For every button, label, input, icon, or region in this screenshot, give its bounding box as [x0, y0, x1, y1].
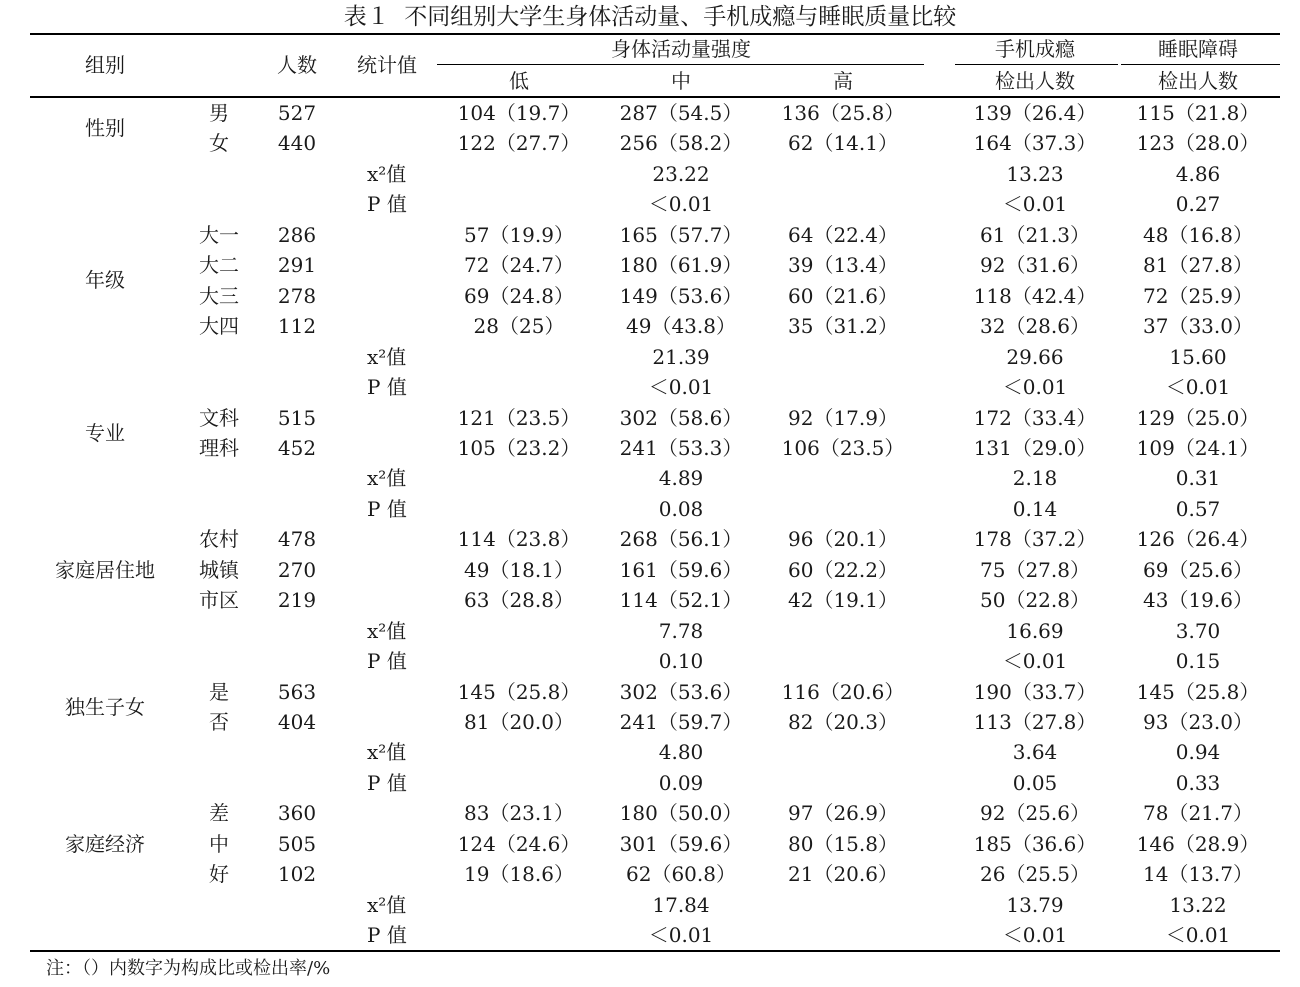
phone-addiction-cell: 92（25.6）	[980, 801, 1090, 826]
sleep-p-value: ＜0.01	[1165, 375, 1231, 400]
subgroup-label: 大一	[199, 222, 239, 247]
pa-chi-square-value: 4.89	[658, 466, 704, 491]
sleep-p-value: 0.33	[1175, 770, 1221, 795]
pa-mid-cell: 114（52.1）	[619, 588, 743, 613]
sleep-disorder-cell: 126（26.4）	[1136, 527, 1260, 552]
header-stat: 统计值	[357, 53, 417, 77]
phone-addiction-cell: 75（27.8）	[980, 557, 1090, 582]
count-cell: 452	[277, 435, 317, 460]
phone-addiction-cell: 113（27.8）	[973, 710, 1097, 734]
group-label: 年级	[85, 268, 125, 293]
header-sleep-detected: 检出人数	[1158, 69, 1238, 93]
chi-square-label: x²值	[367, 618, 407, 643]
sleep-disorder-cell: 146（28.9）	[1136, 831, 1260, 856]
count-cell: 219	[277, 588, 317, 613]
pa-low-cell: 81（20.0）	[464, 710, 574, 734]
sleep-disorder-cell: 69（25.6）	[1143, 557, 1253, 582]
header-phone-detected: 检出人数	[995, 69, 1075, 93]
count-cell: 440	[277, 131, 317, 156]
count-cell: 527	[277, 101, 317, 125]
pa-mid-cell: 180（50.0）	[619, 801, 743, 826]
pa-mid-cell: 49（43.8）	[626, 314, 736, 339]
pa-high-cell: 21（20.6）	[788, 862, 898, 887]
phone-addiction-cell: 92（31.6）	[980, 253, 1090, 278]
pa-mid-cell: 287（54.5）	[619, 101, 743, 125]
subgroup-label: 男	[209, 101, 229, 125]
sleep-disorder-cell: 43（19.6）	[1143, 588, 1253, 613]
count-cell: 360	[277, 801, 317, 826]
header-group: 组别	[85, 53, 125, 77]
group-label: 家庭居住地	[55, 557, 155, 582]
subgroup-label: 农村	[199, 527, 239, 552]
pa-low-cell: 69（24.8）	[464, 283, 574, 308]
pa-low-cell: 145（25.8）	[457, 679, 581, 704]
phone-addiction-cell: 131（29.0）	[973, 435, 1097, 460]
subgroup-label: 差	[209, 801, 229, 826]
sleep-disorder-cell: 115（21.8）	[1136, 101, 1260, 125]
count-cell: 270	[277, 557, 317, 582]
chi-square-label: x²值	[367, 161, 407, 186]
p-value-label: P 值	[367, 375, 407, 400]
pa-high-cell: 60（21.6）	[788, 283, 898, 308]
pa-mid-cell: 302（53.6）	[619, 679, 743, 704]
sleep-chi-square-value: 4.86	[1175, 161, 1221, 186]
sleep-p-value: 0.15	[1175, 649, 1221, 674]
count-cell: 102	[277, 862, 317, 887]
pa-low-cell: 114（23.8）	[457, 527, 581, 552]
sleep-disorder-cell: 93（23.0）	[1143, 710, 1253, 734]
header-sleep-disorder: 睡眠障碍	[1158, 37, 1238, 61]
sleep-disorder-cell: 129（25.0）	[1136, 405, 1260, 430]
pa-low-cell: 49（18.1）	[464, 557, 574, 582]
pa-low-cell: 104（19.7）	[457, 101, 581, 125]
pa-high-cell: 80（15.8）	[788, 831, 898, 856]
phone-chi-square-value: 29.66	[1006, 344, 1064, 369]
sleep-disorder-cell: 48（16.8）	[1143, 222, 1253, 247]
phone-chi-square-value: 13.79	[1006, 892, 1064, 917]
pa-mid-cell: 241（59.7）	[619, 710, 743, 734]
count-cell: 112	[277, 314, 317, 339]
count-cell: 478	[277, 527, 317, 552]
pa-mid-cell: 301（59.6）	[619, 831, 743, 856]
chi-square-label: x²值	[367, 740, 407, 765]
p-value-label: P 值	[367, 923, 407, 948]
sleep-chi-square-value: 15.60	[1169, 344, 1227, 369]
pa-low-cell: 105（23.2）	[457, 435, 581, 460]
count-cell: 404	[277, 710, 317, 734]
p-value-label: P 值	[367, 770, 407, 795]
chi-square-label: x²值	[367, 892, 407, 917]
pa-mid-cell: 161（59.6）	[619, 557, 743, 582]
sleep-chi-square-value: 0.94	[1175, 740, 1221, 765]
sleep-disorder-cell: 109（24.1）	[1136, 435, 1260, 460]
sleep-chi-square-value: 3.70	[1175, 618, 1221, 643]
pa-high-cell: 97（26.9）	[788, 801, 898, 826]
count-cell: 515	[277, 405, 317, 430]
pa-high-cell: 35（31.2）	[788, 314, 898, 339]
pa-p-value: 0.10	[658, 649, 704, 674]
header-pa-high: 高	[833, 69, 853, 93]
pa-high-cell: 82（20.3）	[788, 710, 898, 734]
sleep-chi-square-value: 13.22	[1169, 892, 1227, 917]
header-count: 人数	[277, 53, 317, 77]
subgroup-label: 城镇	[199, 557, 239, 582]
pa-chi-square-value: 17.84	[652, 892, 710, 917]
pa-p-value: ＜0.01	[648, 375, 714, 400]
pa-low-cell: 57（19.9）	[464, 222, 574, 247]
sleep-disorder-cell: 14（13.7）	[1143, 862, 1253, 887]
pa-high-cell: 116（20.6）	[781, 679, 905, 704]
sleep-disorder-cell: 37（33.0）	[1143, 314, 1253, 339]
subgroup-label: 市区	[199, 588, 239, 613]
sleep-disorder-cell: 81（27.8）	[1143, 253, 1253, 278]
header-pa-low: 低	[509, 69, 529, 93]
pa-p-value: 0.08	[658, 496, 704, 521]
pa-low-cell: 124（24.6）	[457, 831, 581, 856]
count-cell: 505	[277, 831, 317, 856]
phone-addiction-cell: 139（26.4）	[973, 101, 1097, 125]
phone-addiction-cell: 185（36.6）	[973, 831, 1097, 856]
phone-addiction-cell: 118（42.4）	[973, 283, 1097, 308]
header-phone-addiction: 手机成瘾	[995, 37, 1075, 61]
subgroup-label: 好	[209, 862, 229, 887]
phone-addiction-cell: 50（22.8）	[980, 588, 1090, 613]
subgroup-label: 是	[209, 679, 229, 704]
phone-addiction-cell: 61（21.3）	[980, 222, 1090, 247]
sleep-disorder-cell: 72（25.9）	[1143, 283, 1253, 308]
count-cell: 291	[277, 253, 317, 278]
pa-low-cell: 28（25）	[473, 314, 565, 339]
group-label: 家庭经济	[65, 831, 145, 856]
phone-p-value: 0.05	[1012, 770, 1058, 795]
pa-mid-cell: 165（57.7）	[619, 222, 743, 247]
pa-low-cell: 122（27.7）	[457, 131, 581, 156]
phone-p-value: ＜0.01	[1002, 192, 1068, 217]
p-value-label: P 值	[367, 192, 407, 217]
pa-high-cell: 136（25.8）	[781, 101, 905, 125]
pa-high-cell: 64（22.4）	[788, 222, 898, 247]
subgroup-label: 理科	[199, 435, 239, 460]
group-label: 专业	[85, 420, 125, 445]
pa-mid-cell: 241（53.3）	[619, 435, 743, 460]
phone-chi-square-value: 2.18	[1012, 466, 1058, 491]
sleep-chi-square-value: 0.31	[1175, 466, 1221, 491]
sleep-disorder-cell: 78（21.7）	[1143, 801, 1253, 826]
pa-p-value: 0.09	[658, 770, 704, 795]
pa-p-value: ＜0.01	[648, 923, 714, 948]
p-value-label: P 值	[367, 649, 407, 674]
pa-mid-cell: 268（56.1）	[619, 527, 743, 552]
sleep-p-value: 0.57	[1175, 496, 1221, 521]
pa-chi-square-value: 21.39	[652, 344, 710, 369]
pa-chi-square-value: 23.22	[652, 161, 710, 186]
pa-low-cell: 19（18.6）	[464, 862, 574, 887]
phone-addiction-cell: 172（33.4）	[973, 405, 1097, 430]
phone-p-value: 0.14	[1012, 496, 1058, 521]
pa-high-cell: 96（20.1）	[788, 527, 898, 552]
subgroup-label: 大三	[199, 283, 239, 308]
pa-p-value: ＜0.01	[648, 192, 714, 217]
subgroup-label: 大四	[199, 314, 239, 339]
sleep-disorder-cell: 145（25.8）	[1136, 679, 1260, 704]
pa-chi-square-value: 4.80	[658, 740, 704, 765]
sleep-disorder-cell: 123（28.0）	[1136, 131, 1260, 156]
count-cell: 563	[277, 679, 317, 704]
phone-p-value: ＜0.01	[1002, 375, 1068, 400]
pa-high-cell: 92（17.9）	[788, 405, 898, 430]
p-value-label: P 值	[367, 496, 407, 521]
phone-chi-square-value: 13.23	[1006, 161, 1064, 186]
phone-chi-square-value: 3.64	[1012, 740, 1058, 765]
subgroup-label: 大二	[199, 253, 239, 278]
phone-chi-square-value: 16.69	[1006, 618, 1064, 643]
table-note: 注：（）内数字为构成比或检出率/%	[46, 958, 331, 979]
pa-mid-cell: 149（53.6）	[619, 283, 743, 308]
subgroup-label: 否	[209, 710, 229, 734]
pa-high-cell: 39（13.4）	[788, 253, 898, 278]
group-label: 独生子女	[65, 694, 145, 719]
phone-addiction-cell: 26（25.5）	[980, 862, 1090, 887]
pa-low-cell: 63（28.8）	[464, 588, 574, 613]
pa-mid-cell: 302（58.6）	[619, 405, 743, 430]
count-cell: 286	[277, 222, 317, 247]
phone-addiction-cell: 32（28.6）	[980, 314, 1090, 339]
pa-high-cell: 62（14.1）	[788, 131, 898, 156]
subgroup-label: 女	[209, 131, 229, 156]
sleep-p-value: ＜0.01	[1165, 923, 1231, 948]
pa-mid-cell: 180（61.9）	[619, 253, 743, 278]
pa-low-cell: 83（23.1）	[464, 801, 574, 826]
subgroup-label: 中	[209, 831, 229, 856]
phone-p-value: ＜0.01	[1002, 923, 1068, 948]
phone-addiction-cell: 178（37.2）	[973, 527, 1097, 552]
pa-mid-cell: 256（58.2）	[619, 131, 743, 156]
pa-low-cell: 121（23.5）	[457, 405, 581, 430]
sleep-p-value: 0.27	[1175, 192, 1221, 217]
table-title: 表１ 不同组别大学生身体活动量、手机成瘾与睡眠质量比较	[343, 4, 957, 30]
chi-square-label: x²值	[367, 344, 407, 369]
subgroup-label: 文科	[199, 405, 239, 430]
header-pa-mid: 中	[671, 69, 691, 93]
pa-chi-square-value: 7.78	[658, 618, 704, 643]
phone-addiction-cell: 190（33.7）	[973, 679, 1097, 704]
chi-square-label: x²值	[367, 466, 407, 491]
pa-high-cell: 60（22.2）	[788, 557, 898, 582]
pa-mid-cell: 62（60.8）	[626, 862, 736, 887]
group-label: 性别	[85, 116, 125, 141]
phone-addiction-cell: 164（37.3）	[973, 131, 1097, 156]
pa-high-cell: 42（19.1）	[788, 588, 898, 613]
pa-high-cell: 106（23.5）	[781, 435, 905, 460]
header-physical-activity: 身体活动量强度	[611, 37, 751, 61]
count-cell: 278	[277, 283, 317, 308]
phone-p-value: ＜0.01	[1002, 649, 1068, 674]
pa-low-cell: 72（24.7）	[464, 253, 574, 278]
